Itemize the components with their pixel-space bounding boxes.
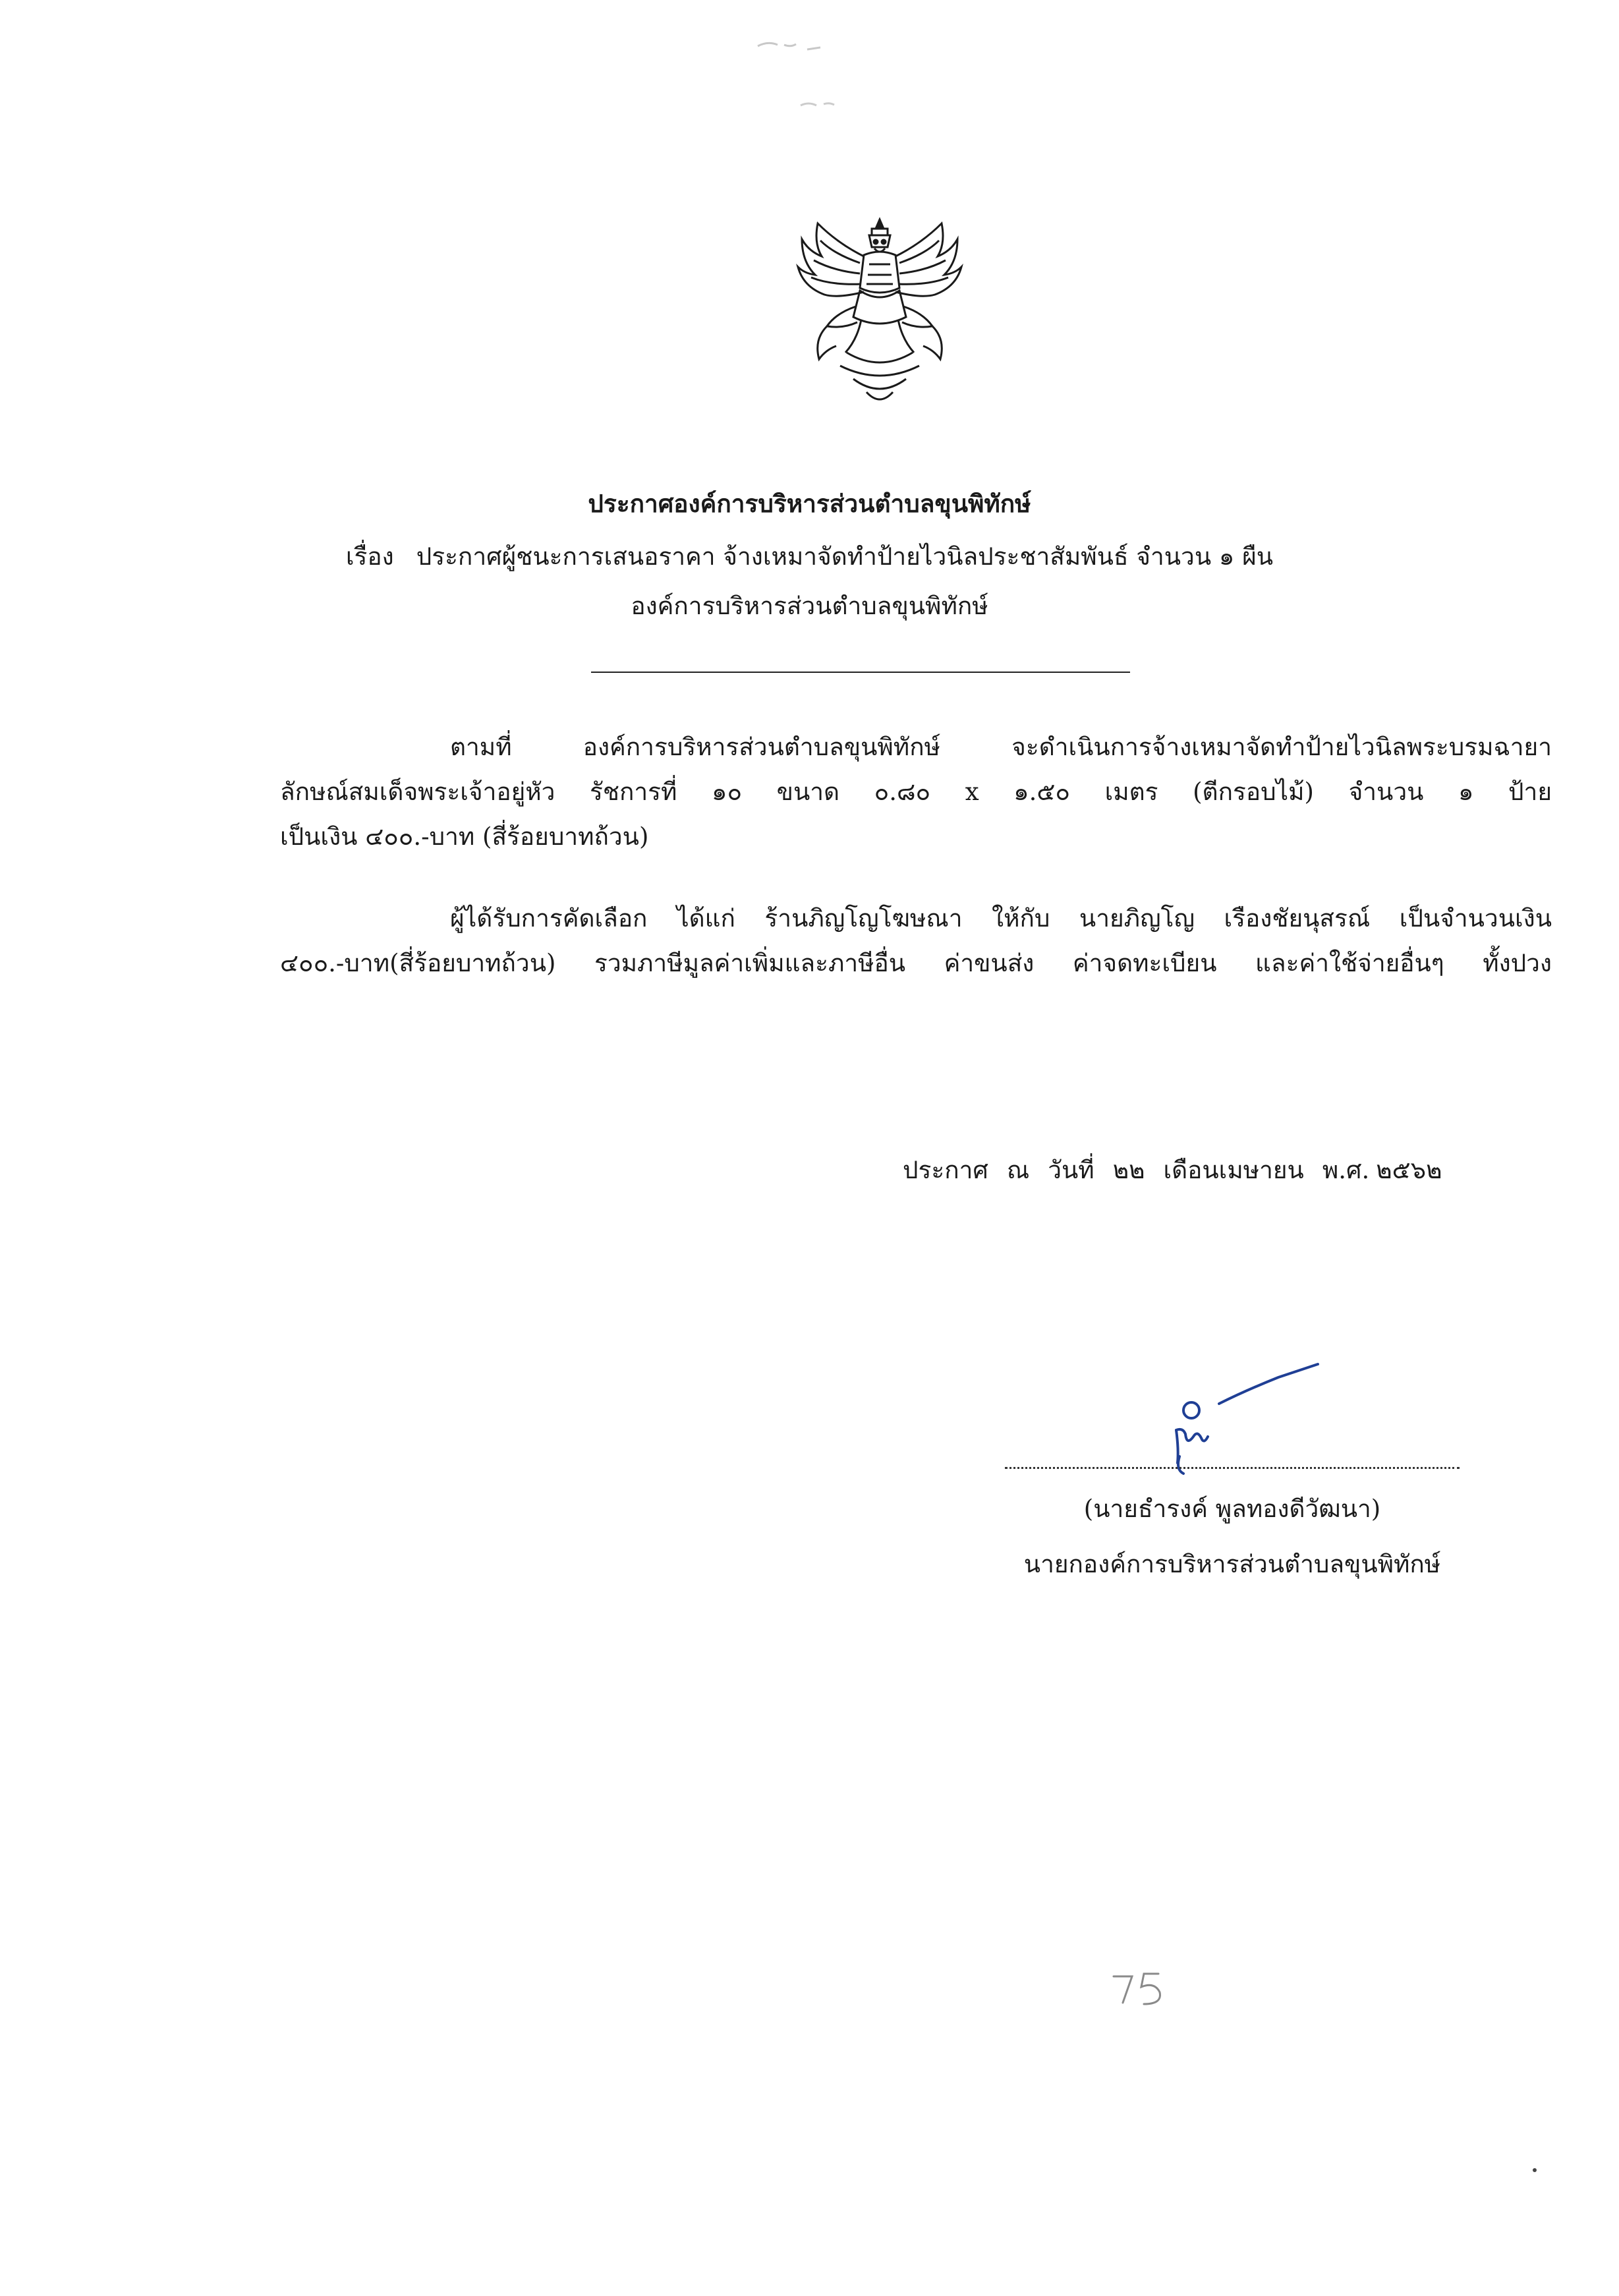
paragraph-line: ลักษณ์สมเด็จพระเจ้าอยู่หัว รัชการที่ ๑๐ ขนาด ๐.๘๐ x ๑.๕๐ เมตร (ตีกรอบไม้) จำนวน ๑ ป้าย: [280, 778, 1552, 806]
subject-text: ประกาศผู้ชนะการเสนอราคา จ้างเหมาจัดทำป้ายไวนิลประชาสัมพันธ์ จำนวน ๑ ผืน: [416, 542, 1274, 571]
handwritten-page-number: [1107, 1967, 1179, 2013]
announcement-date: [903, 1151, 1461, 1190]
announce-month: เดือนเมษายน: [1163, 1156, 1304, 1184]
announce-year: ๒๕๖๒: [1376, 1156, 1442, 1184]
announce-day-label: วันที่: [1048, 1156, 1094, 1184]
announce-at: ณ: [1006, 1156, 1030, 1184]
body-paragraph-2: [280, 896, 1552, 986]
body-paragraph-1: [280, 725, 1552, 859]
scan-speck: [1533, 2168, 1537, 2172]
subject-line: [0, 537, 1619, 576]
scan-smudge-mark: [745, 26, 876, 112]
subject-label: เรื่อง: [345, 542, 394, 571]
signature-line: [1005, 1467, 1460, 1469]
paragraph-line: ๔๐๐.-บาท(สี่ร้อยบาทถ้วน) รวมภาษีมูลค่าเพิ่มและภาษีอื่น ค่าขนส่ง ค่าจดทะเบียน และค่าใช้จ่ายอื่นๆ ทั้งปวง: [280, 949, 1552, 977]
signatory-position: นายกองค์การบริหารส่วนตำบลขุนพิทักษ์: [1023, 1550, 1441, 1578]
paragraph-line: ผู้ได้รับการคัดเลือก ได้แก่ ร้านภิญโญโฆษณา ให้กับ นายภิญโญ เรืองชัยนุสรณ์ เป็นจำนวนเงิน: [450, 904, 1552, 933]
announce-day: ๒๒: [1112, 1156, 1145, 1184]
signatory-name: (นายธำรงค์ พูลทองดีวัฒนา): [1083, 1495, 1381, 1523]
announce-prefix: ประกาศ: [903, 1156, 988, 1184]
paragraph-line: เป็นเงิน ๔๐๐.-บาท (สี่ร้อยบาทถ้วน): [280, 822, 649, 851]
announce-year-label: พ.ศ.: [1322, 1156, 1370, 1184]
header-divider: [591, 672, 1130, 673]
subject-organization: องค์การบริหารส่วนตำบลขุนพิทักษ์: [631, 592, 988, 620]
garuda-emblem-icon: [787, 214, 972, 418]
handwritten-signature-icon: [1140, 1358, 1338, 1483]
document-title: ประกาศองค์การบริหารส่วนตำบลขุนพิทักษ์: [588, 489, 1031, 518]
paragraph-line: ตามที่ องค์การบริหารส่วนตำบลขุนพิทักษ์ จะดำเนินการจ้างเหมาจัดทำป้ายไวนิลพระบรมฉายา: [450, 733, 1552, 761]
